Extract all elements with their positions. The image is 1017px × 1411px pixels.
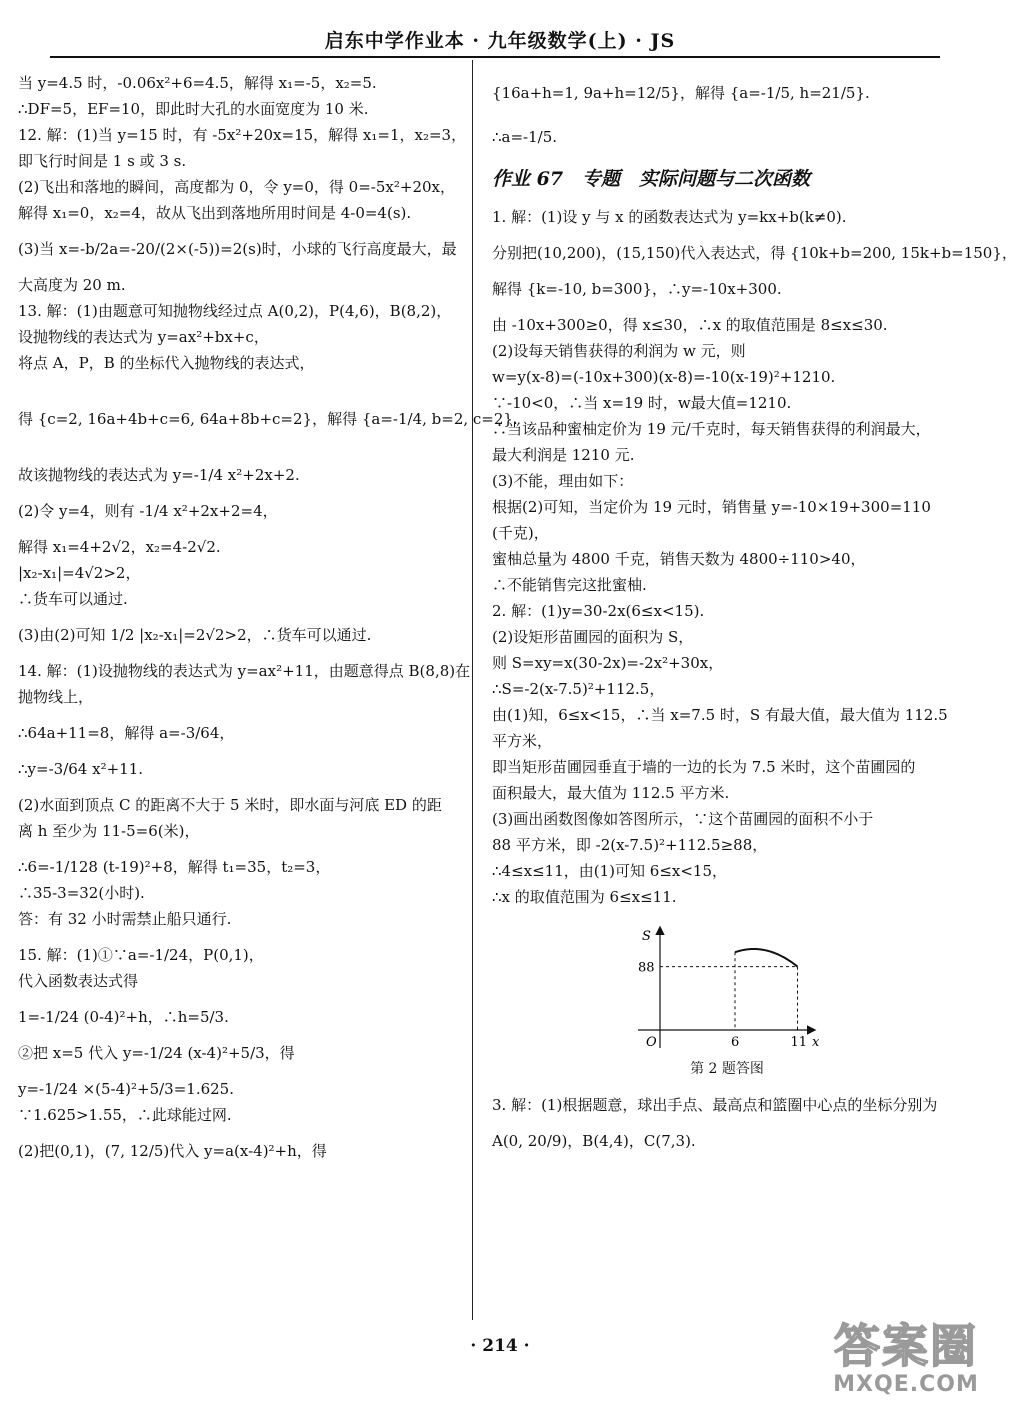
text-line: ∴不能销售完这批蜜柚. <box>492 576 647 594</box>
text-line: 故该抛物线的表达式为 y=-1/4 x²+2x+2. <box>18 466 300 484</box>
text-line: 当 y=4.5 时，-0.06x²+6=4.5，解得 x₁=-5，x₂=5. <box>18 74 377 92</box>
watermark-url: MXQE.COM <box>833 1372 979 1397</box>
text-line: 解得 x₁=4+2√2，x₂=4-2√2. <box>18 538 221 556</box>
text-line: (2)设每天销售获得的利润为 w 元，则 <box>492 342 746 360</box>
y-tick-label: 88 <box>638 960 655 976</box>
x-tick-label: 11 <box>790 1035 808 1050</box>
text-line: 最大利润是 1210 元. <box>492 446 635 464</box>
right-column <box>492 70 1017 1154</box>
text-line: 答：有 32 小时需禁止船只通行. <box>18 910 232 928</box>
figure-caption: 第 2 题答图 <box>690 1061 764 1077</box>
text-line: 1. 解：(1)设 y 与 x 的函数表达式为 y=kx+b(k≠0). <box>492 208 847 226</box>
y-axis-label: S <box>642 929 651 944</box>
text-line: (3)由(2)可知 1/2 |x₂-x₁|=2√2>2，∴货车可以通过. <box>18 626 372 644</box>
text-line: 得 {c=2, 16a+4b+c=6, 64a+8b+c=2}，解得 {a=-1/4, b=2, c=2}. <box>18 410 518 428</box>
text-line: 即当矩形苗圃园垂直于墙的一边的长为 7.5 米时，这个苗圃园的 <box>492 758 916 776</box>
watermark-logo <box>818 1320 994 1397</box>
text-line: (2)水面到顶点 C 的距离不大于 5 米时，即水面与河底 ED 的距 <box>18 796 442 814</box>
text-line: (2)令 y=4，则有 -1/4 x²+2x+2=4， <box>18 502 278 520</box>
text-line: ∴货车可以通过. <box>18 590 128 608</box>
text-line: (千克)， <box>492 524 549 542</box>
text-line: (2)设矩形苗圃园的面积为 S， <box>492 628 694 646</box>
text-line: ∴当该品种蜜柚定价为 19 元/千克时，每天销售获得的利润最大， <box>492 420 931 438</box>
text-line: 大高度为 20 m. <box>18 276 126 294</box>
parabola-curve <box>735 949 798 967</box>
text-line: 2. 解：(1)y=30-2x(6≤x<15). <box>492 602 705 620</box>
section-title: 作业 67 专题 实际问题与二次函数 <box>492 168 811 190</box>
text-line: ∴4≤x≤11，由(1)可知 6≤x<15， <box>492 862 728 880</box>
text-line: 面积最大，最大值为 112.5 平方米. <box>492 784 730 802</box>
text-line: (3)不能，理由如下： <box>492 472 634 490</box>
text-line: 蜜柚总量为 4800 千克，销售天数为 4800÷110>40， <box>492 550 866 568</box>
text-line: y=-1/24 ×(5-4)²+5/3=1.625. <box>18 1080 234 1098</box>
text-line: 由(1)知，6≤x<15，∴当 x=7.5 时，S 有最大值，最大值为 112.5 <box>492 706 948 724</box>
text-line: (2)把(0,1)，(7, 12/5)代入 y=a(x-4)²+h，得 <box>18 1142 327 1160</box>
text-line: ∴a=-1/5. <box>492 128 558 146</box>
text-line: (3)当 x=-b/2a=-20/(2×(-5))=2(s)时，小球的飞行高度最大，最 <box>18 240 457 258</box>
text-line: 则 S=xy=x(30-2x)=-2x²+30x， <box>492 654 724 672</box>
text-line: ∴35-3=32(小时). <box>18 884 145 902</box>
page-number: · 214 · <box>470 1336 530 1356</box>
text-line: 14. 解：(1)设抛物线的表达式为 y=ax²+11，由题意得点 B(8,8)在 <box>18 662 471 680</box>
origin-label: O <box>646 1035 657 1050</box>
text-line: 解得 x₁=0，x₂=4，故从飞出到落地所用时间是 4-0=4(s). <box>18 204 412 222</box>
watermark-text: 答案圈 <box>834 1319 978 1373</box>
text-line: ②把 x=5 代入 y=-1/24 (x-4)²+5/3，得 <box>18 1044 295 1062</box>
left-column <box>18 70 518 1164</box>
text-line: 由 -10x+300≥0，得 x≤30，∴x 的取值范围是 8≤x≤30. <box>492 316 888 334</box>
text-line: ∴y=-3/64 x²+11. <box>18 760 144 778</box>
text-line: ∴x 的取值范围为 6≤x≤11. <box>492 888 677 906</box>
text-line: (2)飞出和落地的瞬间，高度都为 0，令 y=0，得 0=-5x²+20x， <box>18 178 455 196</box>
x-tick-label: 6 <box>731 1035 740 1050</box>
header-rule <box>50 56 940 58</box>
text-line: 离 h 至少为 11-5=6(米)， <box>18 822 200 840</box>
text-line: (3)画出函数图像如答图所示，∵这个苗圃园的面积不小于 <box>492 810 874 828</box>
text-line: 设抛物线的表达式为 y=ax²+bx+c， <box>18 328 269 346</box>
text-line: ∴DF=5，EF=10，即此时大孔的水面宽度为 10 米. <box>18 100 369 118</box>
text-line: 即飞行时间是 1 s 或 3 s. <box>18 152 187 170</box>
column-divider <box>472 60 473 1320</box>
text-line: 12. 解：(1)当 y=15 时，有 -5x²+20x=15，解得 x₁=1，x₂=3， <box>18 126 467 144</box>
x-axis-label: x <box>812 1035 820 1050</box>
text-line: 代入函数表达式得 <box>18 972 139 990</box>
text-line: 平方米， <box>492 732 553 750</box>
text-line: 15. 解：(1)①∵a=-1/24，P(0,1)， <box>18 946 264 964</box>
text-line: ∴64a+11=8，解得 a=-3/64， <box>18 724 235 742</box>
text-line: 根据(2)可知，当定价为 19 元时，销售量 y=-10×19+300=110 <box>492 498 931 516</box>
text-line: A(0, 20/9)，B(4,4)，C(7,3). <box>492 1132 696 1150</box>
text-line: ∴6=-1/128 (t-19)²+8，解得 t₁=35，t₂=3， <box>18 858 331 876</box>
text-line: |x₂-x₁|=4√2>2， <box>18 564 141 582</box>
answer-figure <box>492 922 962 1052</box>
text-line: {16a+h=1, 9a+h=12/5}，解得 {a=-1/5, h=21/5}. <box>492 84 870 102</box>
text-line: 分别把(10,200)，(15,150)代入表达式，得 {10k+b=200, 15k+b=150}， <box>492 244 1017 262</box>
text-line: ∵-10<0，∴当 x=19 时，w最大值=1210. <box>492 394 792 412</box>
text-line: 抛物线上， <box>18 688 94 706</box>
text-line: ∴S=-2(x-7.5)²+112.5， <box>492 680 665 698</box>
text-line: 解得 {k=-10, b=300}，∴y=-10x+300. <box>492 280 782 298</box>
text-line: 88 平方米，即 -2(x-7.5)²+112.5≥88， <box>492 836 768 854</box>
text-line: ∵1.625>1.55，∴此球能过网. <box>18 1106 232 1124</box>
text-line: 3. 解：(1)根据题意，球出手点、最高点和篮圈中心点的坐标分别为 <box>492 1096 938 1114</box>
text-line: w=y(x-8)=(-10x+300)(x-8)=-10(x-19)²+1210. <box>492 368 836 386</box>
text-line: 13. 解：(1)由题意可知抛物线经过点 A(0,2)，P(4,6)，B(8,2)， <box>18 302 452 320</box>
function-graph <box>632 922 822 1052</box>
text-line: 将点 A，P，B 的坐标代入抛物线的表达式， <box>18 354 315 372</box>
page-header: 启东中学作业本 · 九年级数学(上) · JS <box>324 30 676 52</box>
text-line: 1=-1/24 (0-4)²+h，∴h=5/3. <box>18 1008 229 1026</box>
